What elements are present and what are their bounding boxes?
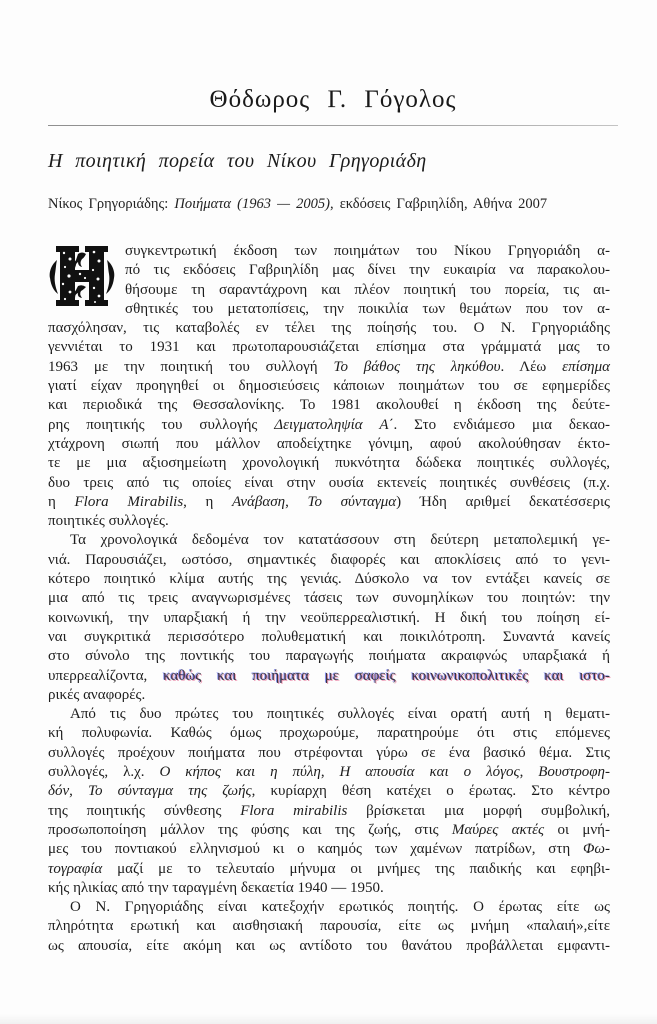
text-segment: οι μνή- bbox=[544, 821, 610, 838]
paragraph bbox=[48, 898, 610, 956]
body-line bbox=[48, 454, 610, 473]
text-segment: κότερο ποιητικό κλίμα αυτής της γενιάς. Δύσκολο να τον εντάξει κανείς σε bbox=[48, 571, 610, 588]
text-segment: της ποιητικής σύνθεσης bbox=[48, 802, 241, 819]
text-segment: μαζί με το τελευταίο μήνυμα οι μνήμες της παιδικής και εφηβι- bbox=[102, 860, 610, 877]
text-segment: Το σύνταγμα της ζωής bbox=[88, 783, 252, 800]
body-line bbox=[48, 898, 610, 917]
body-line bbox=[48, 609, 610, 628]
text-segment: ναι συγκριτικά περισσότερο πολυθεματική και ποικιλότροπη. Συναντά κανείς bbox=[48, 628, 610, 645]
text-segment: Ο κήπος και η πύλη bbox=[159, 764, 321, 781]
misregistered-text: καθώς και ποιήματα με σαφείς κοινωνικοπολιτικές και ιστο- bbox=[163, 667, 610, 684]
text-segment: γεννιέται το 1931 και πρωτοπαρουσιάζεται επίσημα στα γράμματά μας το bbox=[48, 339, 610, 356]
body-line bbox=[48, 860, 610, 879]
text-segment: , η bbox=[183, 493, 233, 510]
text-segment: , εκδόσεις Γαβριηλίδη, Αθήνα 2007 bbox=[329, 196, 548, 212]
text-segment: βρίσκεται μια μορφή συμβολική, bbox=[347, 802, 610, 819]
text-segment: ποιητικές συλλογές. bbox=[48, 513, 169, 530]
text-segment: Ανάβαση bbox=[232, 493, 286, 510]
body-line bbox=[48, 338, 610, 357]
body-line bbox=[48, 300, 610, 319]
text-segment: κή πολυφωνία. Καθώς όμως προχωρούμε, παρατηρούμε ότι στις επόμενες bbox=[48, 725, 610, 742]
body-line bbox=[48, 937, 610, 956]
body-line bbox=[48, 435, 610, 454]
text-segment: ρης ποιητικής του συλλογής bbox=[48, 416, 275, 433]
body-line bbox=[48, 358, 610, 377]
body-line bbox=[48, 570, 610, 589]
body-line bbox=[48, 319, 610, 338]
text-segment: Ο Ν. Γρηγοριάδης είναι κατεξοχήν ερωτικός ποιητής. Ο έρωτας είτε ως bbox=[70, 899, 610, 916]
text-segment: θήσουμε τη σαραντάχρονη και πλέον ποιητική του πορεία, τις αι- bbox=[125, 281, 610, 298]
paragraph bbox=[48, 242, 610, 531]
text-segment: 1963 με την ποιητική του συλλογή bbox=[48, 358, 334, 375]
text-segment: Η απουσία και ο λόγος bbox=[339, 764, 520, 781]
text-segment: . Στο ενδιάμεσο μια δεκαο- bbox=[393, 416, 611, 433]
text-segment: Φω- bbox=[582, 841, 610, 858]
text-segment: ρικές αναφορές. bbox=[48, 686, 146, 703]
text-segment: συγκεντρωτική έκδοση των ποιημάτων του Νίκου Γρηγοριάδη α- bbox=[125, 243, 610, 259]
text-segment: η bbox=[48, 493, 75, 510]
body-line bbox=[48, 840, 610, 859]
text-segment: πό τις εκδόσεις Γαβριηλίδη μας δίνει την ευκαιρία να παρακολου- bbox=[125, 262, 610, 279]
text-segment: δόν bbox=[48, 783, 70, 800]
text-segment: πασχόλησαν, τις καταβολές εν τέλει της ποίησής του. Ο Ν. Γρηγοριάδης bbox=[48, 320, 610, 337]
text-segment: δυο τρεις από τις οποίες είναι στην ουσία εκτενείς ποιητικές συνθέσεις (π.χ. bbox=[48, 474, 610, 491]
page-header-author: Θόδωρος Γ. Γόγολος bbox=[209, 86, 457, 113]
text-segment: μια από τις τρεις αναγνωρισμένες τάσεις των συνομηλίκων του ποιητών: την bbox=[48, 590, 610, 607]
text-segment: , κυρίαρχη θέση κατέχει ο έρωτας. Στο κέντρο bbox=[251, 783, 611, 800]
text-segment: χτάχρονη σιωπή που μάλλον αποδείχτηκε γόνιμη, αφού ακολούθησαν έκτο- bbox=[48, 435, 610, 452]
body-line bbox=[48, 763, 610, 782]
text-segment: νιά. Παρουσιάζει, ωστόσο, σημαντικές διαφορές και αποκλίσεις από το γενι- bbox=[48, 551, 610, 568]
text-segment: προσωποποίηση μάλλον της φύσης και της ζωής, στις bbox=[48, 821, 452, 838]
text-segment: Τα χρονολογικά δεδομένα τον κατατάσσουν στη δεύτερη μεταπολεμική γε- bbox=[70, 532, 610, 549]
text-segment: Από τις δυο πρώτες του ποιητικές συλλογές είναι ορατή αυτή η θεματι- bbox=[70, 706, 610, 723]
body-line bbox=[48, 589, 610, 608]
body-line bbox=[48, 493, 610, 512]
article-title: Η ποιητική πορεία του Νίκου Γρηγοριάδη bbox=[48, 150, 427, 172]
text-segment: Το σύνταγμα bbox=[307, 493, 397, 510]
text-segment: ως απουσία, είτε ακόμη και ως αντίδοτο του θανάτου προβάλλεται εμφαντι- bbox=[48, 937, 610, 954]
text-segment: ) Ήδη αριθμεί δεκατέσσερις bbox=[396, 493, 610, 510]
text-segment: Flora mirabilis bbox=[240, 802, 348, 819]
text-segment: , bbox=[285, 493, 308, 510]
body-line bbox=[48, 512, 610, 531]
body-line bbox=[48, 261, 610, 280]
body-line bbox=[48, 802, 610, 821]
text-segment: Βουστροφη- bbox=[538, 764, 610, 781]
text-segment: Δειγματοληψία Α΄ bbox=[274, 416, 394, 433]
article-subtitle bbox=[48, 196, 618, 213]
body-line bbox=[48, 782, 610, 801]
text-segment: Ποιήματα (1963 — 2005) bbox=[174, 196, 330, 212]
body-line bbox=[48, 705, 610, 724]
text-segment: τε με μια αξιοσημείωτη χρονολογική πυκνότητα δώδεκα ποιητικές συλλογές, bbox=[48, 455, 610, 472]
body-line bbox=[48, 377, 610, 396]
text-segment: Μαύρες ακτές bbox=[451, 821, 545, 838]
paragraph bbox=[48, 705, 610, 898]
paragraph bbox=[48, 531, 610, 705]
ornate-initial-eta-icon bbox=[49, 244, 115, 319]
text-segment: και περιοδικά της Θεσσαλονίκης. Το 1981 ακολουθεί η έκδοση της δεύτε- bbox=[48, 397, 610, 414]
body-line bbox=[48, 879, 610, 898]
body-line bbox=[48, 281, 610, 300]
body-line bbox=[48, 744, 610, 763]
text-segment: συλλογές προέχουν ποιήματα που στρέφονται γύρω σε ένα βασικό θέμα. Στις bbox=[48, 744, 610, 761]
text-segment: , bbox=[519, 764, 539, 781]
body-line bbox=[48, 667, 610, 686]
text-segment: κοινωνική, την υπαρξιακή ή την νεοϋπερρεαλιστική. Η δική του ποίηση εί- bbox=[48, 609, 610, 626]
text-segment: Το βάθος της ληκύθου bbox=[333, 358, 501, 375]
text-segment: . Λέω bbox=[500, 358, 563, 375]
text-segment: Flora Mirabilis bbox=[74, 493, 184, 510]
text-segment: συλλογές, λ.χ. bbox=[48, 764, 160, 781]
body-line bbox=[48, 724, 610, 743]
body-line bbox=[48, 917, 610, 936]
text-segment: πληρότητα ερωτική και αισθησιακή παρουσία, είτε ως μνήμη «παλαιή»,είτε bbox=[48, 918, 610, 935]
text-segment: κής ηλικίας από την ταραγμένη δεκαετία 1940 — 1950. bbox=[48, 879, 384, 896]
text-segment: επίσημα bbox=[562, 358, 610, 375]
body-line bbox=[48, 531, 610, 550]
text-segment: , bbox=[69, 783, 89, 800]
article-body bbox=[48, 242, 610, 956]
header-rule bbox=[48, 125, 618, 126]
text-segment: μες του ποντιακού ελληνισμού κι ο καημός των χαμένων πατρίδων, στη bbox=[48, 841, 583, 858]
body-line bbox=[48, 416, 610, 435]
text-segment: , bbox=[320, 764, 340, 781]
body-line bbox=[48, 242, 610, 261]
text-segment: γιατί είχαν προηγηθεί οι δημοσιεύσεις κάποιων ποιημάτων του σε εφημερίδες bbox=[48, 378, 610, 395]
text-segment: στο σύνολο της ποντικής του παραγωγής ποιήματα ακραιφνώς υπαρξιακά ή bbox=[48, 648, 610, 665]
text-segment: τογραφία bbox=[48, 860, 103, 877]
body-line bbox=[48, 686, 610, 705]
text-segment: Νίκος Γρηγοριάδης: bbox=[48, 196, 175, 212]
body-line bbox=[48, 396, 610, 415]
text-segment: υπερρεαλίζοντα, bbox=[48, 667, 164, 684]
text-segment: σθητικές του μετατοπίσεις, την ποικιλία των θεμάτων που τον α- bbox=[125, 300, 610, 317]
body-line bbox=[48, 628, 610, 647]
body-line bbox=[48, 821, 610, 840]
body-line bbox=[48, 474, 610, 493]
body-line bbox=[48, 551, 610, 570]
body-line bbox=[48, 647, 610, 666]
